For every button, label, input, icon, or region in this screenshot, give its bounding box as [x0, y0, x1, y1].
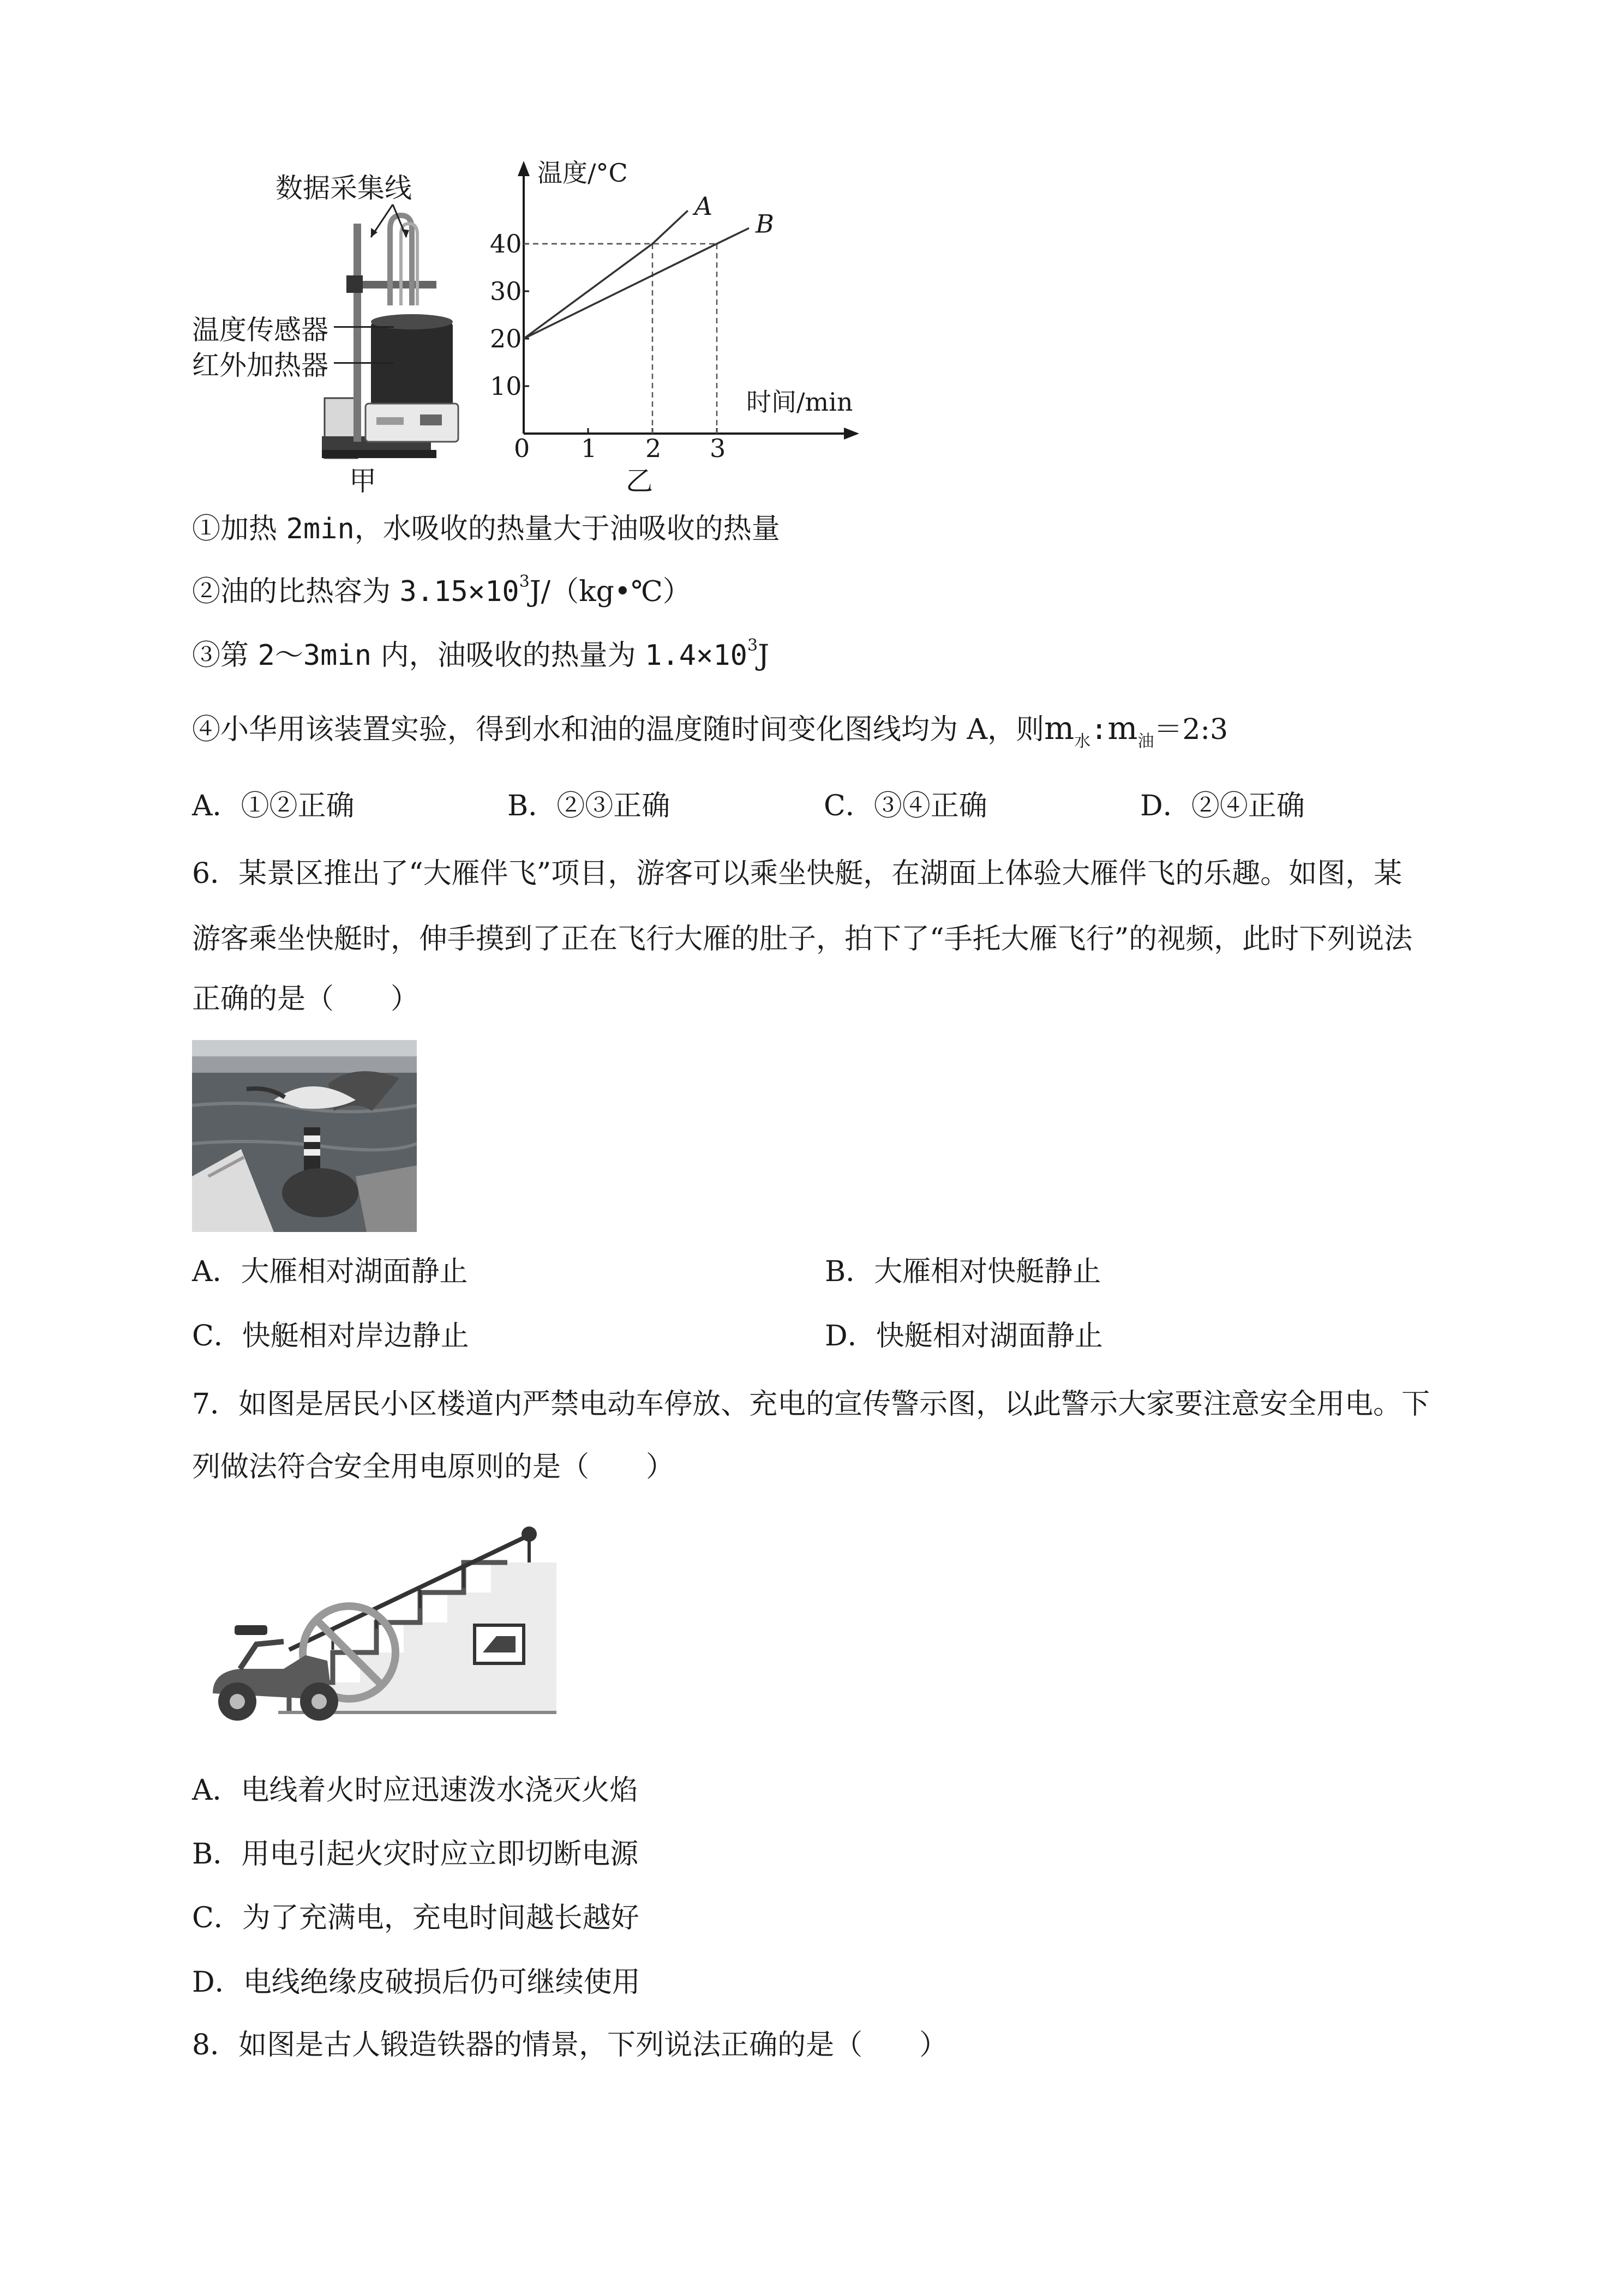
label-cable: 数据采集线	[275, 172, 412, 204]
y-tick-label-20: 20	[490, 324, 522, 353]
statement-2: ②油的比热容为 $3.15\times 10^3J/(kg•℃)$	[192, 572, 691, 608]
series-line-B	[524, 228, 749, 339]
heater-pointer	[334, 362, 394, 364]
x-axis-label: 时间/min	[746, 387, 853, 417]
q7-option-c[interactable]: C．为了充满电，充电时间越长越好	[192, 1902, 639, 1934]
statement-3: ③第 2～3min 内，油吸收的热量为 $1.4\times 10^3J$	[192, 636, 769, 672]
label-sensor: 温度传感器	[192, 314, 328, 346]
q6-text-line-2: 游客乘坐快艇时，伸手摸到了正在飞行大雁的肚子，拍下了“手托大雁飞行”的视频，此时下列说法	[192, 923, 1413, 955]
x-axis-arrow	[844, 428, 859, 440]
q6-text-line-1: 6．某景区推出了“大雁伴飞”项目，游客可以乘坐快艇，在湖面上体验大雁伴飞的乐趣。如图，某	[192, 857, 1403, 890]
x-tick-label-3: 3	[710, 434, 726, 463]
q6-text-line-3: 正确的是（ ）	[192, 983, 420, 1015]
cable-arrows	[327, 202, 436, 245]
sensor-pointer	[334, 326, 394, 328]
q6-option-a[interactable]: A．大雁相对湖面静止	[192, 1255, 468, 1288]
q7-text-line-1: 7．如图是居民小区楼道内严禁电动车停放、充电的宣传警示图，以此警示大家要注意安全用电。下	[192, 1388, 1430, 1421]
x-tick-label-2: 2	[645, 434, 662, 463]
series-label-B: B	[756, 209, 774, 239]
q5-option-c[interactable]: C．③④正确	[824, 790, 987, 822]
statement-4: ④小华用该装置实验，得到水和油的温度随时间变化图线均为 A，则$m_水:m_油=2:3$	[192, 710, 1229, 751]
y-tick-label-30: 30	[490, 277, 522, 306]
label-heater: 红外加热器	[192, 350, 328, 381]
q7-option-b[interactable]: B．用电引起火灾时应立即切断电源	[192, 1838, 639, 1871]
warning-illustration	[202, 1524, 562, 1742]
temperature-chart	[480, 155, 873, 483]
series-label-A: A	[694, 191, 713, 221]
q5-option-b[interactable]: B．②③正确	[507, 790, 670, 822]
origin-label: 0	[514, 434, 530, 463]
q8-text: 8．如图是古人锻造铁器的情景，下列说法正确的是（ ）	[192, 2029, 948, 2061]
y-axis-label: 温度/°C	[537, 158, 628, 188]
x-tick-label-1: 1	[581, 434, 597, 463]
caption-jia: 甲	[349, 465, 376, 497]
y-tick-label-10: 10	[490, 371, 522, 401]
y-axis-arrow	[518, 161, 530, 176]
caption-yi: 乙	[626, 465, 653, 497]
q5-option-a[interactable]: A．①②正确	[192, 790, 355, 822]
q7-option-d[interactable]: D．电线绝缘皮破损后仍可继续使用	[192, 1966, 640, 1999]
q6-option-b[interactable]: B．大雁相对快艇静止	[825, 1255, 1101, 1288]
statement-1: ①加热 2min，水吸收的热量大于油吸收的热量	[192, 513, 780, 545]
q7-text-line-2: 列做法符合安全用电原则的是（ ）	[192, 1451, 675, 1483]
series-line-A	[524, 211, 688, 339]
y-tick-label-40: 40	[490, 229, 522, 259]
goose-boat-photo	[192, 1040, 417, 1232]
q6-option-c[interactable]: C．快艇相对岸边静止	[192, 1320, 469, 1353]
q7-option-a[interactable]: A．电线着火时应迅速泼水浇灭火焰	[192, 1774, 638, 1807]
q6-option-d[interactable]: D．快艇相对湖面静止	[825, 1320, 1103, 1353]
q5-option-d[interactable]: D．②④正确	[1140, 790, 1305, 822]
